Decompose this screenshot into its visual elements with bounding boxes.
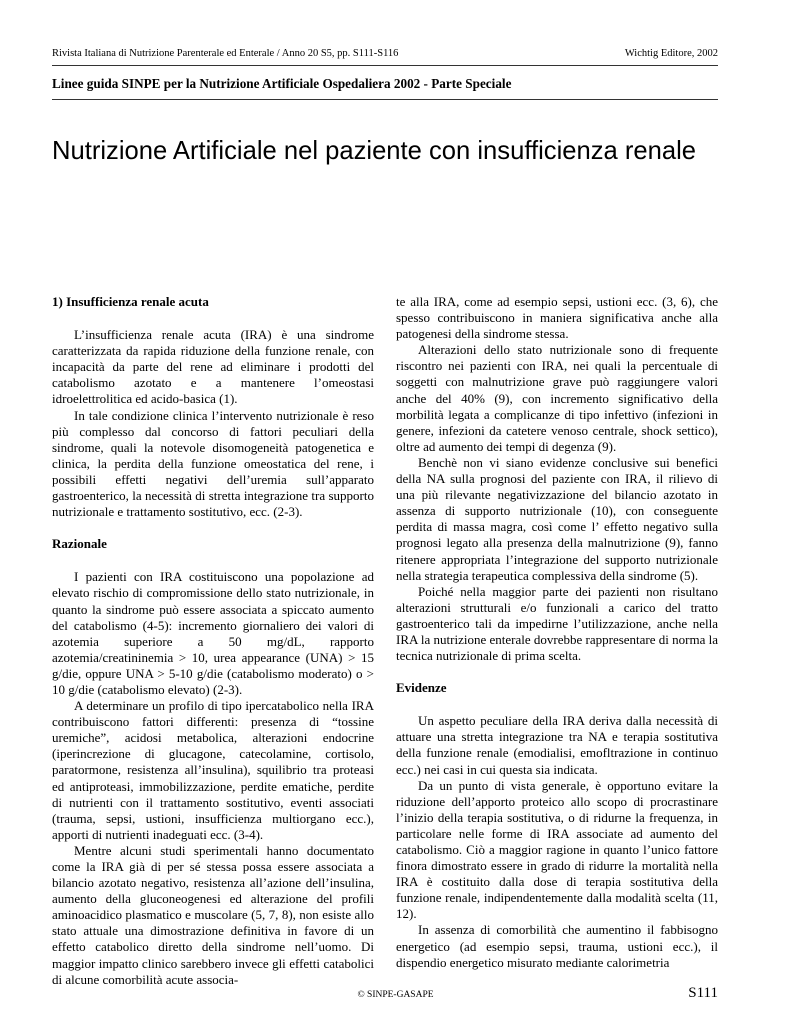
paragraph: te alla IRA, come ad esempio sepsi, ustioni ecc. (3, 6), che spesso contribuiscono in maniera significativa anche alla patogenesi della sindrome stessa. xyxy=(396,294,718,342)
running-header xyxy=(52,47,718,60)
section-heading-razionale: Razionale xyxy=(52,536,107,552)
paragraph: Da un punto di vista generale, è opportuno evitare la riduzione dell’apporto proteico allo scopo di procrastinare l’inizio della terapia sostitutiva, o di ridurne la frequenza, in particolare nelle forme di IRA associate ad aumento del catabolismo. Ciò a maggior ragione in quanto l’unico fattore finora dimostrato essere in grado di ridurre la mortalità nella IRA è costituito dalla dose di terapia sostitutiva della funzione renale, indipendentemente dalla modalità scelta (11, 12). xyxy=(396,777,718,922)
left-column xyxy=(52,294,374,988)
section-heading-ira: 1) Insufficienza renale acuta xyxy=(52,294,209,309)
paragraph: I pazienti con IRA costituiscono una popolazione ad elevato rischio di compromissione dello stato nutrizionale, in quanto la sindrome può essere associata a spiccato aumento del catabolismo (4-5): incremento giornaliero dei valori di azotemia superiore a 50 mg/dL, rapporto azotemia/creatininemia > 10, urea appearance (UNA) > 15 g/die, oppure UNA > 5-10 g/die (catabolismo moderato) o > 10 g/die (catabolismo elevato) (2-3). xyxy=(52,569,374,697)
paragraph: L’insufficienza renale acuta (IRA) è una sindrome caratterizzata da rapida riduzione della funzione renale, con incapacità da parte del rene ad eliminare i prodotti del catabolismo azotato e a mantenere l’omeostasi idroelettrolitica ed acido-basica (1). xyxy=(52,327,374,407)
paragraph: Alterazioni dello stato nutrizionale sono di frequente riscontro nei pazienti con IRA, nei quali la percentuale di soggetti con malnutrizione grave può raggiungere valori anche del 40% (9), con incremento significativo della morbilità legata a complicanze di tipo infettivo (infezioni in genere, infezioni da catetere venoso centrale, shock settico), oltre ad aumento dei tempi di degenza (9). xyxy=(396,342,718,454)
paragraph: Poiché nella maggior parte dei pazienti non risultano alterazioni strutturali e/o funzionali a carico del tratto gastroenterico tali da impedirne l’utilizzazione, anche nella IRA la nutrizione enterale dovrebbe rappresentare di norma la tecnica nutrizionale di prima scelta. xyxy=(396,583,718,664)
subtitle-rule xyxy=(52,99,718,100)
paragraph: In assenza di comorbilità che aumentino il fabbisogno energetico (ad esempio sepsi, trauma, ustioni ecc.), il dispendio energetico misurato mediante calorimetria xyxy=(396,922,718,970)
section-heading-evidenze: Evidenze xyxy=(396,680,447,696)
copyright-footer: © SINPE-GASAPE xyxy=(357,990,434,1000)
journal-citation: Rivista Italiana di Nutrizione Parenterale ed Enterale / Anno 20 S5, pp. S111-S116 xyxy=(52,48,399,59)
article-title: Nutrizione Artificiale nel paziente con insufficienza renale xyxy=(52,137,697,165)
paragraph: Un aspetto peculiare della IRA deriva dalla necessità di attuare una stretta integrazione tra NA e terapia sostitutiva della funzione renale (emodialisi, emofltrazione in continuo ecc.) nei casi in cui questa sia indicata. xyxy=(396,713,718,777)
paragraph: Benchè non vi siano evidenze conclusive sui benefici della NA sulla prognosi del paziente con IRA, il rilievo di una più rilevante negativizzazione del bilancio azotato in assenza di supporto nutrizionale (10), con conseguente perdita di massa magra, così come l’ effetto negativo sulla prognosi legato alla presenza della malnutrizione (9), fanno ritenere appropriata l’integrazione del supporto nutrizionale nella strategia terapeutica complessiva della sindrome (5). xyxy=(396,454,718,583)
publisher: Wichtig Editore, 2002 xyxy=(624,48,718,59)
paragraph: A determinare un profilo di tipo ipercatabolico nella IRA contribuiscono fattori differenti: presenza di “tossine uremiche”, acidosi metabolica, alterazioni endocrine (iperincrezione di glucagone, catecolamine, cortisolo, paratormone, resistenza all’insulina), squilibrio tra proteasi ed antiproteasi, immobilizzazione, perdite ematiche, perdite di nutrienti con il trattamento sostitutivo, eventi associati (trauma, sepsi, ustioni, insufficienza multiorgano ecc.), apporti di nutrienti inadeguati ecc. (3-4). xyxy=(52,698,374,842)
paragraph: In tale condizione clinica l’intervento nutrizionale è reso più complesso dal concorso di fattori peculiari della sindrome, quali la notevole disomogeneità patogenetica e clinica, la perdita della funzione omeostatica del rene, i possibili effetti negativi dell’uremia sull’apparato gastroenterico, la necessità di stretta integrazione tra supporto nutrizionale e trattamento sostitutivo, ecc. (2-3). xyxy=(52,407,374,520)
right-column xyxy=(396,294,718,971)
page-number: S111 xyxy=(688,985,718,1001)
series-subtitle: Linee guida SINPE per la Nutrizione Artificiale Ospedaliera 2002 - Parte Speciale xyxy=(52,76,512,91)
paragraph: Mentre alcuni studi sperimentali hanno documentato come la IRA già di per sé stessa possa essere associata a bilancio azotato negativo, resistenza all’azione dell’insulina, aumento della gluconeogenesi ed alterazione del profili aminoacidico plasmatico e muscolare (5, 7, 8), non esiste allo stato attuale una dimostrazione definitiva in favore di un effetto catabolico diretto della sindrome nell’uomo. Di maggior impatto clinico sarebbero invece gli effetti catabolici di alcune comorbilità acute associa- xyxy=(52,842,374,987)
header-rule xyxy=(52,65,718,66)
